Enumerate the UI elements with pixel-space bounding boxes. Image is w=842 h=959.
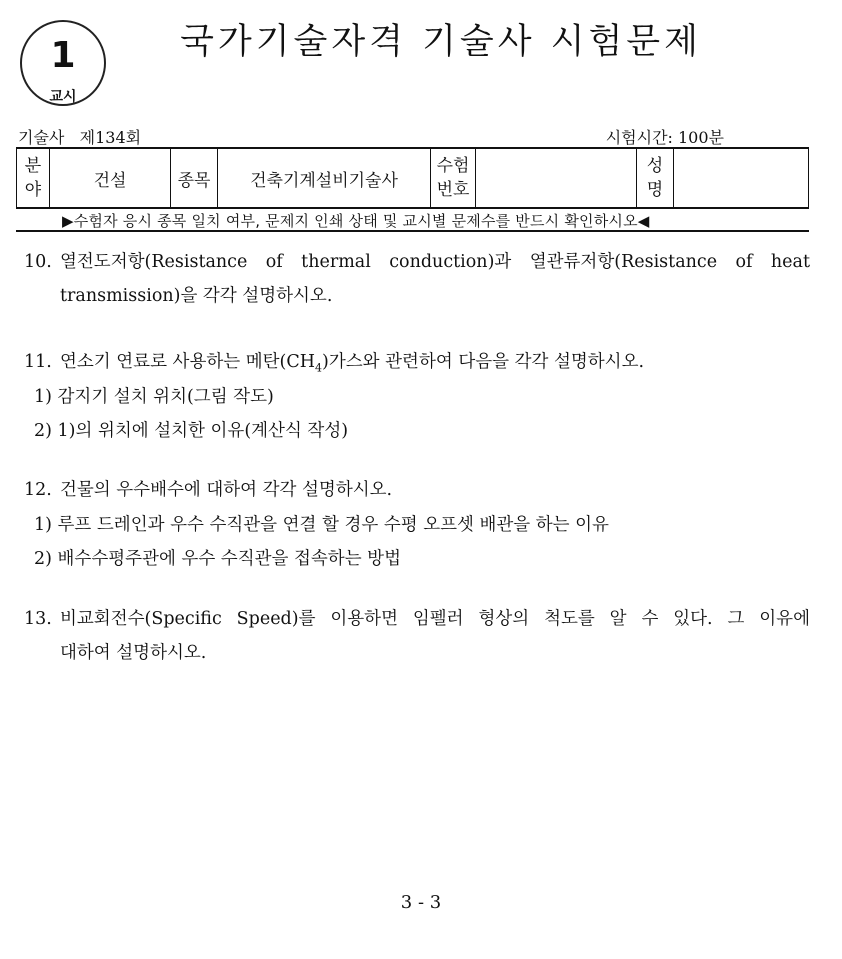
- question-11-text-post: )가스와 관련하여 다음을 각각 설명하시오.: [322, 352, 645, 372]
- question-11-number: 11.: [24, 352, 52, 372]
- question-13-line2: 대하여 설명하시오.: [60, 643, 207, 663]
- question-11-text-pre: 연소기 연료로 사용하는 메탄(CH: [60, 352, 316, 372]
- field-label: [17, 148, 50, 208]
- category-label: 종목: [171, 148, 218, 208]
- question-13-text1: 비교회전수(Specific Speed)를 이용하면 임펠러 형상의 척도를 알 수 있다. 그 이유에: [60, 609, 810, 629]
- page-title: 국가기술자격 기술사 시험문제: [180, 22, 702, 62]
- exam-number-field[interactable]: [476, 148, 637, 208]
- question-12-sub1: 1) 루프 드레인과 우수 수직관을 연결 할 경우 수평 오프셋 배관을 하는 이유: [34, 515, 609, 535]
- exam-round: 기술사 제134회: [18, 128, 142, 147]
- question-11-sub2: 2) 1)의 위치에 설치한 이유(계산식 작성): [34, 421, 349, 441]
- exam-info-table: [16, 147, 809, 209]
- question-13-line1: [24, 602, 810, 636]
- session-label: 교시: [49, 89, 77, 105]
- category-value: 건축기계설비기술사: [218, 148, 431, 208]
- question-10: [24, 245, 810, 313]
- exam-time: 시험시간: 100분: [605, 128, 724, 147]
- exam-number-label: [431, 148, 476, 208]
- exam-number-label-line2: 번호: [436, 180, 470, 200]
- question-10-line2: transmission)을 각각 설명하시오.: [60, 286, 333, 306]
- page-number: 3 - 3: [400, 892, 442, 913]
- question-12-line1: [24, 473, 810, 507]
- question-11-sub1: 1) 감지기 설치 위치(그림 작도): [34, 387, 274, 407]
- question-12: [24, 473, 810, 507]
- name-field[interactable]: [674, 148, 809, 208]
- field-label-line2: 야: [24, 180, 42, 200]
- question-13-number: 13.: [24, 609, 52, 629]
- field-value: 건설: [50, 148, 171, 208]
- exam-number-label-line1: 수험: [436, 156, 470, 176]
- header-divider: [16, 230, 809, 232]
- notice-text: ▶수험자 응시 종목 일치 여부, 문제지 인쇄 상태 및 교시별 문제수를 반드시 확인하시오◀: [62, 212, 650, 230]
- name-label: [637, 148, 674, 208]
- question-10-text1: 열전도저항(Resistance of thermal conduction)과 열관류저항(Resistance of heat: [60, 252, 810, 272]
- name-label-line2: 명: [646, 180, 664, 200]
- question-11-subscript: 4: [315, 361, 323, 375]
- question-13: [24, 602, 810, 670]
- question-10-number: 10.: [24, 252, 52, 272]
- field-label-line1: 분: [24, 156, 42, 176]
- session-number: 1: [50, 35, 76, 76]
- question-12-number: 12.: [24, 480, 52, 500]
- name-label-line1: 성: [646, 156, 664, 176]
- question-10-line1: [24, 245, 810, 279]
- question-12-sub2: 2) 배수수평주관에 우수 수직관을 접속하는 방법: [34, 549, 401, 569]
- question-12-text1: 건물의 우수배수에 대하여 각각 설명하시오.: [60, 480, 393, 500]
